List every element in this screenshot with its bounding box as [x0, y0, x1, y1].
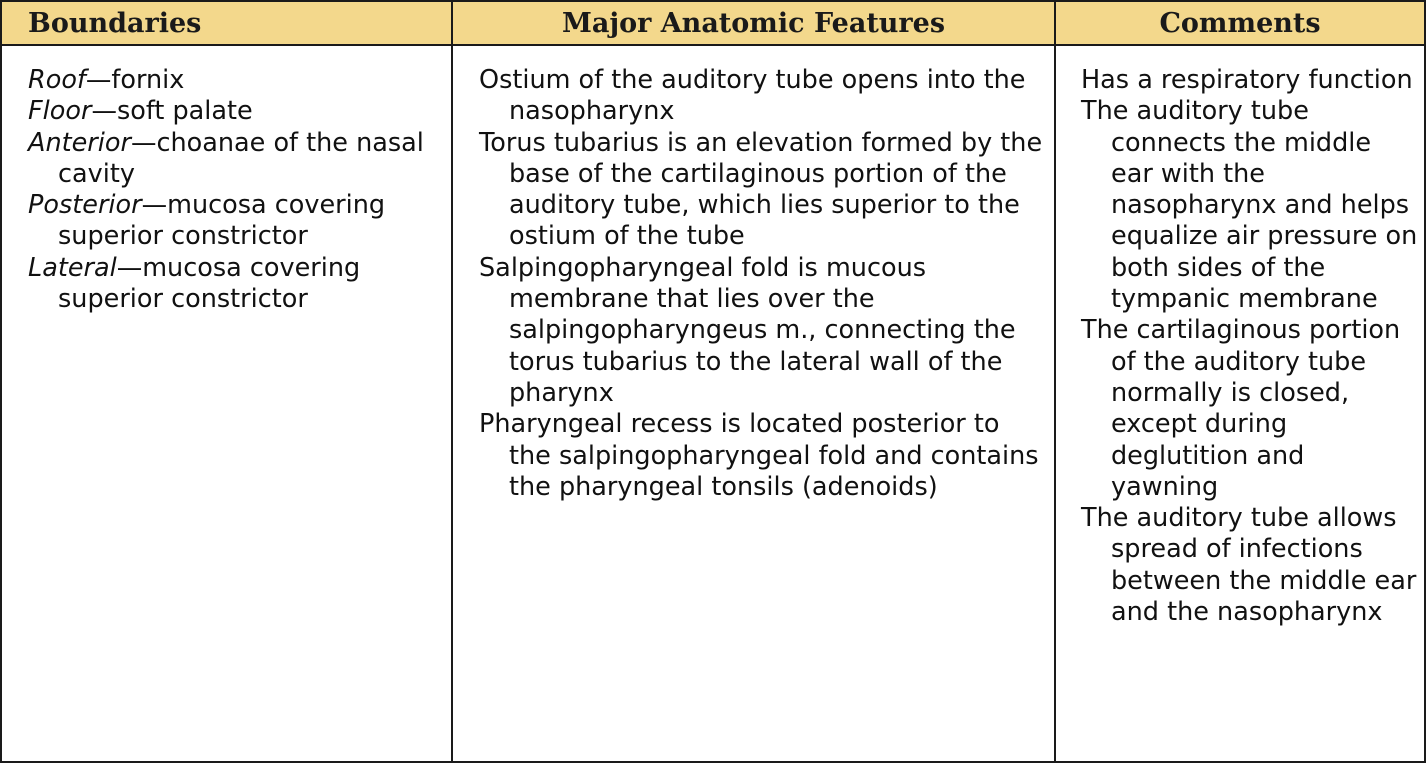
boundary-text: —choanae of the nasal cavity	[58, 127, 424, 189]
header-major-anatomic-features: Major Anatomic Features	[453, 2, 1056, 46]
boundary-roof	[28, 65, 443, 96]
boundary-text: —soft palate	[91, 96, 253, 127]
boundary-anterior	[28, 128, 443, 191]
comment-respiratory: Has a respiratory function	[1081, 65, 1413, 95]
boundary-floor	[28, 96, 443, 127]
boundary-term: Posterior	[28, 190, 142, 221]
boundary-term: Floor	[28, 96, 92, 127]
boundary-lateral	[28, 253, 443, 316]
boundary-term: Lateral	[28, 252, 117, 283]
comment-infections: The auditory tube allows spread of infections between the middle ear and the nasopharynx	[1081, 503, 1417, 628]
boundary-text: —fornix	[85, 65, 185, 95]
boundary-text: —mucosa covering superior constrictor	[58, 252, 361, 315]
boundary-term: Anterior	[28, 127, 131, 158]
boundaries-cell	[2, 46, 453, 761]
boundary-term: Roof	[28, 65, 86, 95]
comment-closed: The cartilaginous portion of the auditory tube normally is closed, except during deglutition and yawning	[1081, 315, 1401, 502]
features-cell	[453, 46, 1056, 761]
feature-pharyngeal-recess: Pharyngeal recess is located posterior to the salpingopharyngeal fold and contains the pharyngeal tonsils (adenoids)	[479, 409, 1039, 502]
feature-salpingopharyngeal-fold: Salpingopharyngeal fold is mucous membrane that lies over the salpingopharyngeus m., connecting the torus tubarius to the lateral wall of the pharynx	[479, 252, 1016, 408]
feature-ostium: Ostium of the auditory tube opens into the nasopharynx	[479, 65, 1026, 127]
comment-pressure: The auditory tube connects the middle ear with the nasopharynx and helps equalize air pressure on both sides of the tympanic membrane	[1081, 96, 1418, 315]
boundary-text: —mucosa covering superior constrictor	[58, 190, 386, 252]
boundary-posterior	[28, 190, 443, 253]
feature-torus-tubarius: Torus tubarius is an elevation formed by the base of the cartilaginous portion of the auditory tube, which lies superior to the ostium of the tube	[479, 127, 1043, 252]
header-boundaries: Boundaries	[2, 2, 453, 46]
header-comments: Comments	[1056, 2, 1424, 46]
comments-cell	[1056, 46, 1424, 761]
